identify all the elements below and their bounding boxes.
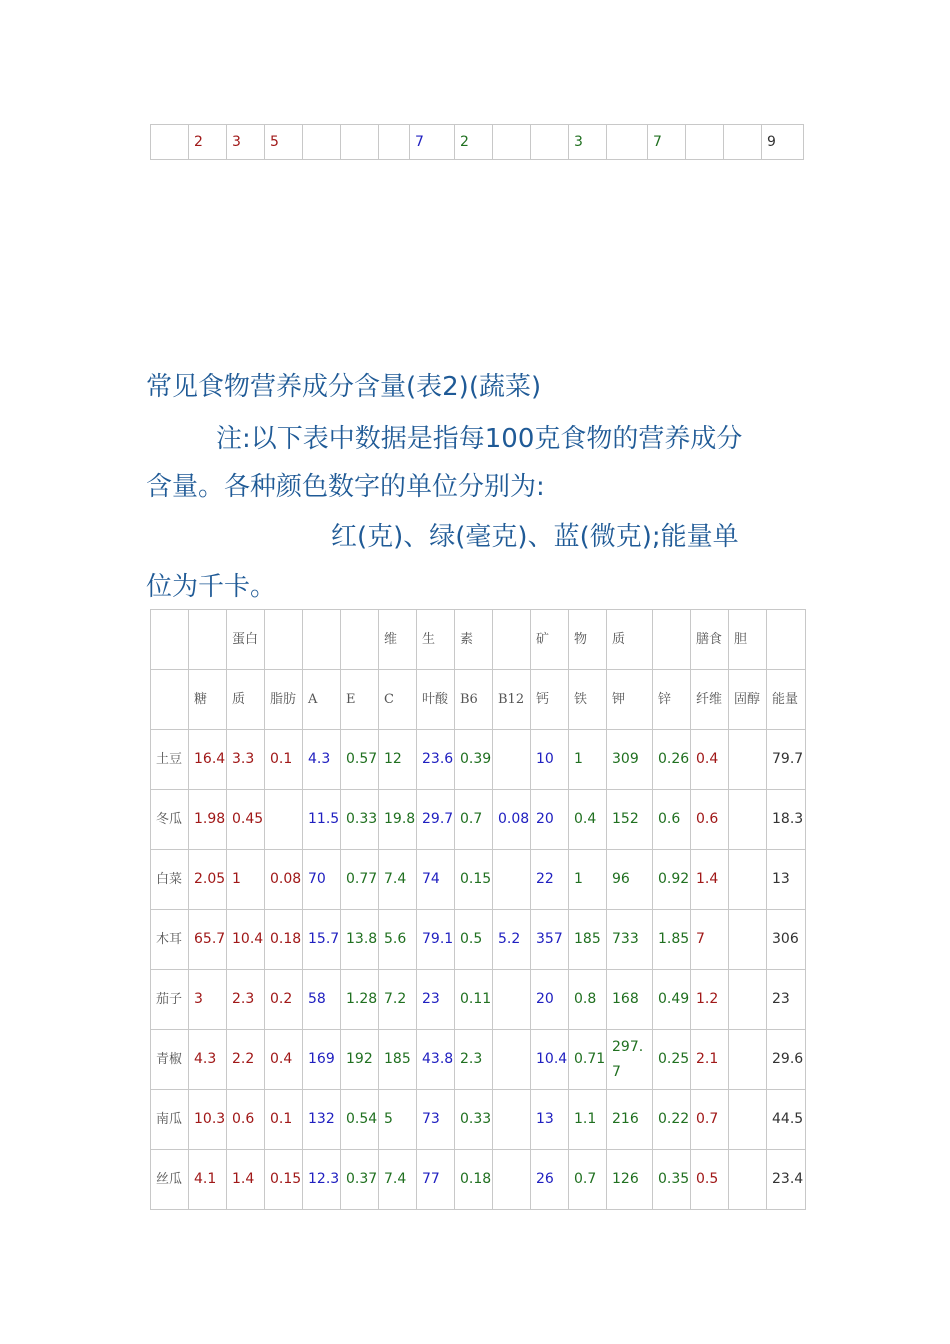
value-cell: 13	[767, 850, 806, 910]
value-cell: 0.57	[341, 730, 379, 790]
value-cell: 297.7	[607, 1030, 653, 1090]
value-cell: 77	[417, 1150, 455, 1210]
value-cell: 79.1	[417, 910, 455, 970]
value-cell: 1	[227, 850, 265, 910]
value-cell: 22	[531, 850, 569, 910]
table-cell: 7	[410, 125, 455, 160]
value-cell: 306	[767, 910, 806, 970]
value-cell: 43.8	[417, 1030, 455, 1090]
value-cell: 26	[531, 1150, 569, 1210]
note-line-3: 红(克)、绿(毫克)、蓝(微克);能量单	[331, 522, 739, 552]
header-cell-group: 质	[607, 610, 653, 670]
value-cell: 0.71	[569, 1030, 607, 1090]
value-cell: 0.4	[265, 1030, 303, 1090]
value-cell: 5.6	[379, 910, 417, 970]
food-name-cell: 冬瓜	[151, 790, 189, 850]
table-cell	[341, 125, 379, 160]
header-cell-group	[189, 610, 227, 670]
value-cell: 0.8	[569, 970, 607, 1030]
value-cell: 3	[189, 970, 227, 1030]
header-cell: 铁	[569, 670, 607, 730]
table-cell: 3	[569, 125, 607, 160]
header-cell	[151, 670, 189, 730]
value-cell: 0.49	[653, 970, 691, 1030]
value-cell: 1	[569, 730, 607, 790]
value-cell: 4.1	[189, 1150, 227, 1210]
value-cell: 4.3	[303, 730, 341, 790]
header-cell: 叶酸	[417, 670, 455, 730]
value-cell: 12	[379, 730, 417, 790]
header-cell-group	[653, 610, 691, 670]
food-name-cell: 丝瓜	[151, 1150, 189, 1210]
value-cell: 216	[607, 1090, 653, 1150]
value-cell	[265, 790, 303, 850]
value-cell: 169	[303, 1030, 341, 1090]
header-cell: 钾	[607, 670, 653, 730]
value-cell: 74	[417, 850, 455, 910]
food-name-cell: 南瓜	[151, 1090, 189, 1150]
food-name-cell: 土豆	[151, 730, 189, 790]
value-cell: 3.3	[227, 730, 265, 790]
value-cell: 0.2	[265, 970, 303, 1030]
header-cell-group	[265, 610, 303, 670]
note-line-2: 含量。各种颜色数字的单位分别为:	[146, 472, 545, 502]
value-cell: 0.4	[569, 790, 607, 850]
value-cell: 1.4	[691, 850, 729, 910]
value-cell	[493, 850, 531, 910]
header-cell: 钙	[531, 670, 569, 730]
value-cell: 7.2	[379, 970, 417, 1030]
value-cell: 0.1	[265, 730, 303, 790]
header-cell-group	[151, 610, 189, 670]
value-cell: 152	[607, 790, 653, 850]
value-cell: 0.4	[691, 730, 729, 790]
value-cell	[493, 1090, 531, 1150]
table-header-row	[151, 670, 806, 730]
table-row	[151, 1150, 806, 1210]
table-cell	[151, 125, 189, 160]
value-cell: 79.7	[767, 730, 806, 790]
header-cell: 锌	[653, 670, 691, 730]
value-cell: 0.08	[265, 850, 303, 910]
value-cell: 0.33	[341, 790, 379, 850]
value-cell: 0.1	[265, 1090, 303, 1150]
header-cell-group	[341, 610, 379, 670]
header-cell-group	[493, 610, 531, 670]
value-cell: 13	[531, 1090, 569, 1150]
value-cell: 0.25	[653, 1030, 691, 1090]
header-cell: B6	[455, 670, 493, 730]
value-cell: 20	[531, 970, 569, 1030]
value-cell: 0.5	[455, 910, 493, 970]
table-cell: 2	[189, 125, 227, 160]
value-cell: 12.3	[303, 1150, 341, 1210]
table-row	[151, 850, 806, 910]
value-cell: 2.05	[189, 850, 227, 910]
value-cell: 0.5	[691, 1150, 729, 1210]
header-cell: 质	[227, 670, 265, 730]
header-cell: B12	[493, 670, 531, 730]
value-cell: 0.77	[341, 850, 379, 910]
value-cell: 0.18	[265, 910, 303, 970]
value-cell: 0.08	[493, 790, 531, 850]
value-cell: 0.11	[455, 970, 493, 1030]
value-cell	[729, 730, 767, 790]
value-cell: 0.26	[653, 730, 691, 790]
value-cell	[729, 850, 767, 910]
value-cell: 20	[531, 790, 569, 850]
value-cell: 65.7	[189, 910, 227, 970]
value-cell: 357	[531, 910, 569, 970]
value-cell: 2.2	[227, 1030, 265, 1090]
value-cell	[493, 730, 531, 790]
value-cell: 10.4	[531, 1030, 569, 1090]
value-cell: 0.6	[691, 790, 729, 850]
value-cell: 0.7	[691, 1090, 729, 1150]
value-cell: 2.3	[455, 1030, 493, 1090]
value-cell	[493, 1030, 531, 1090]
value-cell: 0.7	[455, 790, 493, 850]
header-cell-group	[767, 610, 806, 670]
header-cell-group: 素	[455, 610, 493, 670]
value-cell: 15.7	[303, 910, 341, 970]
value-cell: 23.4	[767, 1150, 806, 1210]
header-cell-group: 矿	[531, 610, 569, 670]
table-cell	[724, 125, 762, 160]
header-cell: A	[303, 670, 341, 730]
value-cell: 2.3	[227, 970, 265, 1030]
value-cell: 96	[607, 850, 653, 910]
value-cell: 0.7	[569, 1150, 607, 1210]
food-name-cell: 白菜	[151, 850, 189, 910]
value-cell: 733	[607, 910, 653, 970]
value-cell: 23	[767, 970, 806, 1030]
header-cell-group: 生	[417, 610, 455, 670]
value-cell: 0.54	[341, 1090, 379, 1150]
value-cell: 1.4	[227, 1150, 265, 1210]
value-cell: 18.3	[767, 790, 806, 850]
value-cell: 10	[531, 730, 569, 790]
value-cell: 126	[607, 1150, 653, 1210]
value-cell	[729, 1030, 767, 1090]
value-cell: 58	[303, 970, 341, 1030]
value-cell: 29.7	[417, 790, 455, 850]
value-cell	[493, 970, 531, 1030]
value-cell: 0.92	[653, 850, 691, 910]
value-cell: 0.33	[455, 1090, 493, 1150]
table-cell: 2	[455, 125, 493, 160]
header-cell: 糖	[189, 670, 227, 730]
table-cell	[379, 125, 410, 160]
value-cell: 23.6	[417, 730, 455, 790]
value-cell: 0.15	[265, 1150, 303, 1210]
value-cell	[729, 910, 767, 970]
value-cell: 19.8	[379, 790, 417, 850]
table-cell	[493, 125, 531, 160]
value-cell: 0.35	[653, 1150, 691, 1210]
value-cell: 29.6	[767, 1030, 806, 1090]
header-cell-group: 蛋白	[227, 610, 265, 670]
value-cell: 73	[417, 1090, 455, 1150]
value-cell	[729, 1150, 767, 1210]
table-cell	[686, 125, 724, 160]
value-cell: 0.6	[227, 1090, 265, 1150]
value-cell: 5	[379, 1090, 417, 1150]
value-cell: 185	[569, 910, 607, 970]
table-row	[151, 730, 806, 790]
table-cell: 9	[762, 125, 804, 160]
value-cell: 5.2	[493, 910, 531, 970]
header-cell: 固醇	[729, 670, 767, 730]
value-cell	[729, 970, 767, 1030]
table-row	[151, 1090, 806, 1150]
value-cell: 0.18	[455, 1150, 493, 1210]
value-cell: 0.22	[653, 1090, 691, 1150]
top-table-row	[151, 125, 804, 160]
table-header-row	[151, 610, 806, 670]
table-row	[151, 970, 806, 1030]
value-cell: 44.5	[767, 1090, 806, 1150]
note-line-4: 位为千卡。	[146, 572, 277, 602]
food-name-cell: 青椒	[151, 1030, 189, 1090]
value-cell: 2.1	[691, 1030, 729, 1090]
value-cell: 132	[303, 1090, 341, 1150]
header-cell-group: 胆	[729, 610, 767, 670]
food-name-cell: 茄子	[151, 970, 189, 1030]
value-cell: 0.39	[455, 730, 493, 790]
table-cell: 7	[648, 125, 686, 160]
value-cell: 0.6	[653, 790, 691, 850]
table-cell	[607, 125, 648, 160]
value-cell: 309	[607, 730, 653, 790]
value-cell: 1.2	[691, 970, 729, 1030]
value-cell: 10.3	[189, 1090, 227, 1150]
value-cell: 1.98	[189, 790, 227, 850]
header-cell: C	[379, 670, 417, 730]
value-cell: 1.85	[653, 910, 691, 970]
food-name-cell: 木耳	[151, 910, 189, 970]
value-cell	[729, 1090, 767, 1150]
nutrition-table	[150, 609, 806, 1210]
value-cell: 23	[417, 970, 455, 1030]
header-cell-group	[303, 610, 341, 670]
value-cell	[729, 790, 767, 850]
header-cell: 纤维	[691, 670, 729, 730]
table-cell	[303, 125, 341, 160]
value-cell: 168	[607, 970, 653, 1030]
header-cell-group: 物	[569, 610, 607, 670]
value-cell	[493, 1150, 531, 1210]
value-cell: 0.45	[227, 790, 265, 850]
value-cell: 70	[303, 850, 341, 910]
value-cell: 1	[569, 850, 607, 910]
value-cell: 7.4	[379, 1150, 417, 1210]
value-cell: 7.4	[379, 850, 417, 910]
note-line-1: 注:以下表中数据是指每100克食物的营养成分	[216, 424, 743, 454]
table-row	[151, 790, 806, 850]
value-cell: 10.4	[227, 910, 265, 970]
value-cell: 13.8	[341, 910, 379, 970]
top-partial-table	[150, 124, 804, 160]
header-cell: 能量	[767, 670, 806, 730]
value-cell: 4.3	[189, 1030, 227, 1090]
header-cell-group: 维	[379, 610, 417, 670]
header-cell: E	[341, 670, 379, 730]
value-cell: 16.4	[189, 730, 227, 790]
value-cell: 1.1	[569, 1090, 607, 1150]
value-cell: 0.15	[455, 850, 493, 910]
value-cell: 185	[379, 1030, 417, 1090]
page-title: 常见食物营养成分含量(表2)(蔬菜)	[146, 372, 542, 402]
value-cell: 192	[341, 1030, 379, 1090]
header-cell-group: 膳食	[691, 610, 729, 670]
table-row	[151, 1030, 806, 1090]
value-cell: 7	[691, 910, 729, 970]
header-cell: 脂肪	[265, 670, 303, 730]
table-cell	[531, 125, 569, 160]
table-cell: 3	[227, 125, 265, 160]
value-cell: 0.37	[341, 1150, 379, 1210]
value-cell: 11.5	[303, 790, 341, 850]
table-row	[151, 910, 806, 970]
value-cell: 1.28	[341, 970, 379, 1030]
table-cell: 5	[265, 125, 303, 160]
